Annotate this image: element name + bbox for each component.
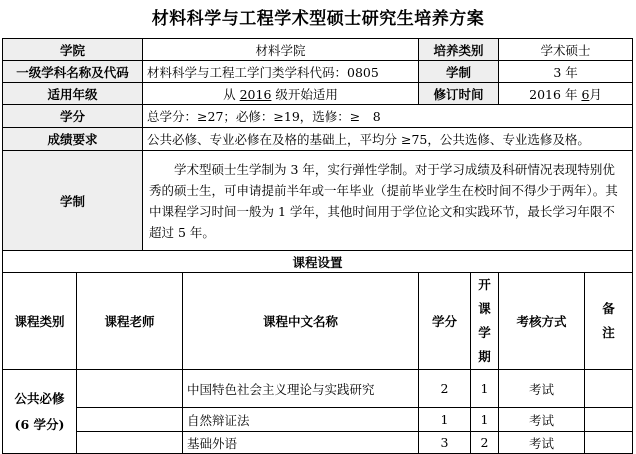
grade-prefix: 从 bbox=[223, 86, 236, 102]
header-term-line1: 开课 bbox=[478, 277, 491, 316]
course-term: 1 bbox=[471, 370, 499, 408]
course-name: 中国特色社会主义理论与实践研究 bbox=[183, 370, 419, 408]
course-teacher bbox=[77, 432, 183, 454]
revision-year: 2016 年 bbox=[529, 86, 578, 102]
credits-label: 学分 bbox=[3, 105, 143, 128]
grade-value bbox=[143, 83, 419, 105]
course-group-name: 公共必修 bbox=[14, 390, 65, 406]
info-row-grade bbox=[3, 83, 633, 105]
info-row-college bbox=[3, 39, 633, 61]
category-label: 培养类别 bbox=[419, 39, 499, 61]
course-term: 1 bbox=[471, 408, 499, 432]
course-term: 2 bbox=[471, 432, 499, 454]
header-course-type: 课程类别 bbox=[3, 273, 77, 370]
page-title: 材料科学与工程学术型硕士研究生培养方案 bbox=[151, 9, 485, 29]
college-label: 学院 bbox=[3, 39, 143, 61]
duration-value: 3 年 bbox=[499, 61, 633, 83]
revision-unit: 月 bbox=[589, 86, 602, 102]
table-row bbox=[3, 370, 633, 408]
courses-header-row bbox=[3, 273, 633, 370]
info-row-credits bbox=[3, 105, 633, 128]
system-value: 学术型硕士生学制为 3 年，实行弹性学制。对于学习成绩及科研情况表现特别优秀的硕士生，可申请提前半年或一年毕业（提前毕业学生在校时间不得少于两年）。其中课程学习时间一般为 1 学年，其他时间用于学位论文和实践环节，最长学习年限不超过 5 年。 bbox=[143, 151, 633, 251]
grade-suffix: 级开始适用 bbox=[275, 86, 338, 102]
grade-year: 2016 bbox=[239, 86, 272, 102]
duration-label: 学制 bbox=[419, 61, 499, 83]
header-course-name: 课程中文名称 bbox=[183, 273, 419, 370]
course-note bbox=[585, 370, 633, 408]
header-note-line2: 注 bbox=[602, 325, 615, 340]
header-term-line2: 学期 bbox=[478, 325, 491, 364]
info-row-achievement bbox=[3, 128, 633, 151]
system-label: 学制 bbox=[3, 151, 143, 251]
achievement-label: 成绩要求 bbox=[3, 128, 143, 151]
course-note bbox=[585, 408, 633, 432]
course-credit: 2 bbox=[419, 370, 471, 408]
category-value: 学术硕士 bbox=[499, 39, 633, 61]
course-note bbox=[585, 432, 633, 454]
info-row-discipline bbox=[3, 61, 633, 83]
grade-label: 适用年级 bbox=[3, 83, 143, 105]
college-value: 材料学院 bbox=[143, 39, 419, 61]
course-exam: 考试 bbox=[499, 432, 585, 454]
revision-month: 6 bbox=[581, 86, 590, 102]
revision-label: 修订时间 bbox=[419, 83, 499, 105]
course-teacher bbox=[77, 370, 183, 408]
course-exam: 考试 bbox=[499, 408, 585, 432]
course-name: 基础外语 bbox=[183, 432, 419, 454]
info-row-system bbox=[3, 151, 633, 251]
course-name: 自然辩证法 bbox=[183, 408, 419, 432]
header-credit: 学分 bbox=[419, 273, 471, 370]
course-credit: 3 bbox=[419, 432, 471, 454]
header-note bbox=[585, 273, 633, 370]
discipline-label: 一级学科名称及代码 bbox=[3, 61, 143, 83]
course-credit: 1 bbox=[419, 408, 471, 432]
training-plan-table bbox=[2, 38, 633, 454]
course-group-cell bbox=[3, 370, 77, 454]
header-teacher: 课程老师 bbox=[77, 273, 183, 370]
courses-section-row bbox=[3, 251, 633, 273]
achievement-value: 公共必修、专业必修在及格的基础上，平均分 ≥75，公共选修、专业选修及格。 bbox=[143, 128, 633, 151]
table-row bbox=[3, 408, 633, 432]
header-note-line1: 备 bbox=[602, 301, 615, 316]
course-group-credits: (6 学分) bbox=[14, 416, 65, 432]
course-exam: 考试 bbox=[499, 370, 585, 408]
discipline-value: 材料科学与工程工学门类学科代码：0805 bbox=[143, 61, 419, 83]
credits-value: 总学分：≥27；必修：≥19，选修：≥ 8 bbox=[143, 105, 633, 128]
table-row bbox=[3, 432, 633, 454]
revision-value bbox=[499, 83, 633, 105]
header-term bbox=[471, 273, 499, 370]
courses-section-title: 课程设置 bbox=[3, 251, 633, 273]
header-exam: 考核方式 bbox=[499, 273, 585, 370]
course-teacher bbox=[77, 408, 183, 432]
